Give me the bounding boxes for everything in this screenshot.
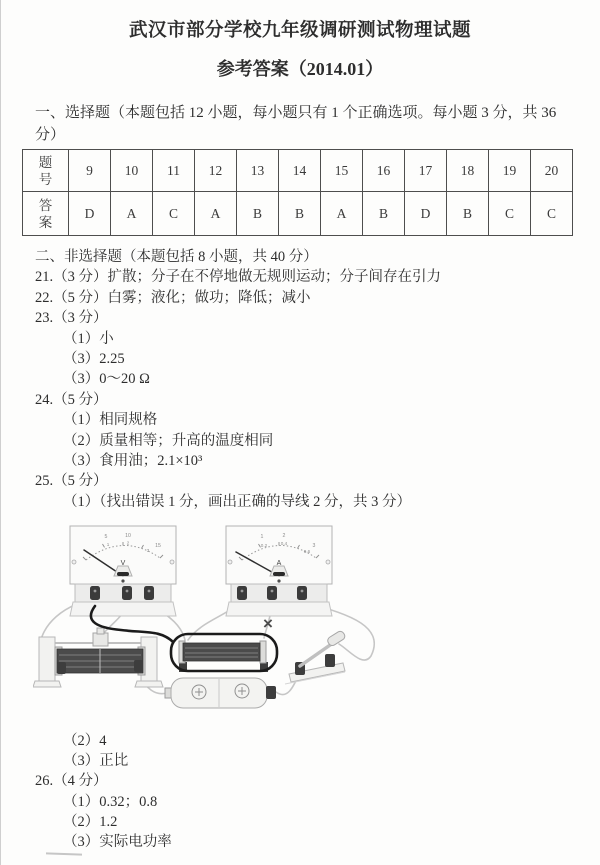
scale-label: 3 — [146, 548, 150, 553]
answer-line: 24.（5 分） — [35, 391, 108, 408]
qnum-cell: 17 — [405, 150, 447, 192]
answer-line: 21.（3 分）扩散；分子在不停地做无规则运动；分子间存在引力 — [35, 269, 441, 286]
scale-label: 2 — [282, 533, 286, 539]
qnum-cell: 11 — [153, 150, 195, 192]
heading-line: 一、选择题（本题包括 12 小题，每小题只有 1 个正确选项。每小题 3 分，共 36 — [35, 105, 557, 121]
answer-line: （3）正比 — [63, 753, 129, 770]
answer-line: （2）质量相等；升高的温度相同 — [63, 432, 274, 449]
answer-cell: D — [405, 192, 447, 236]
meter-screw — [170, 560, 174, 564]
answer-line: （2）4 — [63, 733, 107, 749]
answer-line: （3）食用油；2.1×10³ — [63, 453, 203, 470]
answer-line: 25.（5 分） — [35, 473, 108, 490]
switch — [285, 630, 346, 684]
choice-section-heading — [35, 102, 583, 146]
voltmeter — [70, 526, 176, 616]
scale-label: 2 — [126, 540, 130, 546]
fixed-resistor — [179, 641, 268, 672]
answer-row — [23, 192, 573, 236]
answer-cell: A — [195, 192, 237, 236]
answer-cell: B — [237, 192, 279, 236]
switch-post — [325, 654, 335, 667]
answer-line: 23.（3 分） — [35, 310, 108, 327]
answer-line: （1）小 — [63, 330, 114, 347]
answer-line: 26.（4 分） — [35, 773, 108, 790]
answer-line: （2）1.2 — [63, 813, 118, 830]
answer-cell: D — [69, 192, 111, 236]
answer-cell: A — [321, 192, 363, 236]
rheostat-terminal — [57, 662, 66, 674]
qnum-cell: 19 — [489, 150, 531, 192]
answer-cell: C — [531, 192, 573, 236]
switch-handle — [326, 630, 346, 647]
battery-terminal — [266, 686, 276, 699]
answer-cell: C — [153, 192, 195, 236]
meter-screw — [72, 560, 76, 564]
battery — [165, 678, 276, 708]
meter-screw — [326, 560, 330, 564]
answer-cell: B — [363, 192, 405, 236]
answer-line: （3）2.25 — [63, 351, 125, 368]
error-cross-icon: × — [263, 614, 273, 633]
row-header-cell: 答案 — [23, 192, 69, 236]
qnum-cell: 16 — [363, 150, 405, 192]
qnum-cell: 15 — [321, 150, 363, 192]
row-header-cell: 题号 — [23, 150, 69, 192]
free-section-heading: 二、非选择题（本题包括 8 小题，共 40 分） — [35, 249, 318, 265]
scale-label: 10 — [125, 533, 131, 539]
answer-line: （3）0～20 Ω — [63, 371, 150, 388]
answer-line: （1）相同规格 — [63, 412, 158, 429]
answer-line: （1）0.32；0.8 — [63, 793, 158, 810]
ammeter — [226, 526, 332, 616]
scale-label: 0.2 — [260, 543, 268, 548]
answer-line: （3）实际电功率 — [63, 834, 172, 851]
rheostat — [33, 628, 163, 687]
qnum-cell: 14 — [279, 150, 321, 192]
question-number-row — [23, 150, 573, 192]
rheostat-terminal — [134, 660, 143, 672]
qnum-cell: 18 — [447, 150, 489, 192]
answer-line: 22.（5 分）白雾；液化；做功；降低；减小 — [35, 289, 311, 306]
rheostat-slider — [93, 633, 108, 646]
qnum-cell: 12 — [195, 150, 237, 192]
document-title: 武汉市部分学校九年级调研测试物理试题 — [128, 21, 471, 41]
answer-cell: C — [489, 192, 531, 236]
answer-cell: A — [111, 192, 153, 236]
qnum-cell: 13 — [237, 150, 279, 192]
scale-label: 3 — [312, 543, 316, 549]
answer-cell: B — [447, 192, 489, 236]
scale-label: 0.6 — [303, 549, 311, 554]
heading-line: 分） — [35, 127, 66, 143]
document-subtitle: 参考答案（2014.01） — [216, 59, 384, 79]
scale-label: 1 — [106, 542, 110, 547]
free-response-answers-part1 — [35, 247, 583, 512]
scale-label: 0.4 — [280, 541, 288, 546]
scan-artifact — [46, 852, 82, 855]
scan-edge-line — [0, 0, 1, 865]
scale-label: 15 — [155, 543, 161, 549]
circuit-figure — [33, 516, 398, 728]
free-response-answers-part2 — [35, 731, 583, 852]
ammeter-unit-label: A — [276, 560, 282, 567]
resistor-coil — [183, 643, 260, 661]
meter-screw — [228, 560, 232, 564]
answer-cell: B — [279, 192, 321, 236]
voltmeter-unit-label: V — [120, 560, 126, 567]
scale-label: 1 — [260, 534, 264, 540]
answer-table — [22, 149, 573, 236]
qnum-cell: 10 — [111, 150, 153, 192]
qnum-cell: 9 — [69, 150, 111, 192]
answer-line: （1）（找出错误 1 分，画出正确的导线 2 分，共 3 分） — [63, 493, 411, 510]
scale-label: 5 — [104, 534, 108, 540]
qnum-cell: 20 — [531, 150, 573, 192]
rheostat-bracket — [39, 637, 55, 681]
